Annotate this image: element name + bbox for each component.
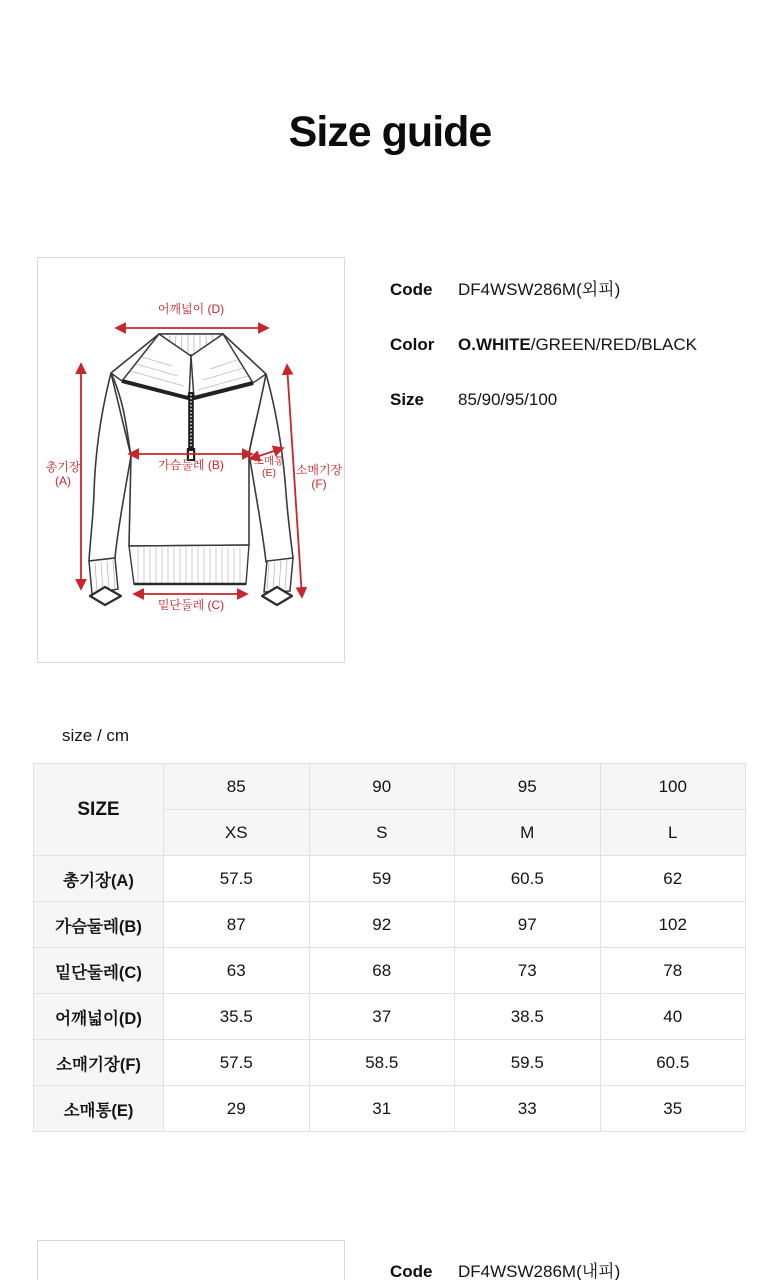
- cell-value: 35.5: [164, 994, 310, 1040]
- table-row-size-codes: [34, 764, 746, 810]
- row-label-sleeve-length: 소매기장(F): [34, 1040, 164, 1086]
- table-row-total-length: [34, 856, 746, 902]
- measure-label-chest: 가슴둘레 (B): [158, 458, 224, 472]
- size-corner-cell: SIZE: [34, 764, 164, 856]
- cell-value: 33: [455, 1086, 601, 1132]
- garment-diagram-inner: [37, 1240, 345, 1280]
- color-label: Color: [390, 335, 435, 354]
- cell-value: 97: [455, 902, 601, 948]
- size-letter-xs: XS: [164, 810, 310, 856]
- cell-value: 102: [600, 902, 746, 948]
- code-value-inner: DF4WSW286M(내피): [458, 1262, 621, 1280]
- measure-label-sleeve-length: 소매기장 (F): [295, 463, 343, 491]
- cell-value: 37: [309, 994, 455, 1040]
- row-label-chest: 가슴둘레(B): [34, 902, 164, 948]
- cell-value: 58.5: [309, 1040, 455, 1086]
- size-code-100: 100: [600, 764, 746, 810]
- cell-value: 57.5: [164, 1040, 310, 1086]
- size-code-95: 95: [455, 764, 601, 810]
- code-label: Code: [390, 280, 433, 299]
- size-letter-l: L: [600, 810, 746, 856]
- product-info-inner: [390, 1261, 620, 1280]
- cell-value: 62: [600, 856, 746, 902]
- table-row-chest: [34, 902, 746, 948]
- product-size-row: [390, 389, 697, 410]
- size-value: 85/90/95/100: [458, 390, 558, 409]
- cell-value: 73: [455, 948, 601, 994]
- measure-label-shoulder-width: 어깨넓이 (D): [157, 302, 225, 316]
- cell-value: 31: [309, 1086, 455, 1132]
- size-letter-m: M: [455, 810, 601, 856]
- size-unit-caption: size / cm: [62, 726, 130, 745]
- measure-label-total-length: 총기장 (A): [45, 460, 81, 488]
- cell-value: 92: [309, 902, 455, 948]
- color-value-rest: /GREEN/RED/BLACK: [530, 335, 697, 354]
- garment-diagram-outer: [37, 257, 345, 663]
- cell-value: 87: [164, 902, 310, 948]
- row-label-total-length: 총기장(A): [34, 856, 164, 902]
- table-row-sleeve-length: [34, 1040, 746, 1086]
- product-info-outer: [390, 279, 697, 410]
- cell-value: 59: [309, 856, 455, 902]
- code-label-inner: Code: [390, 1262, 433, 1280]
- table-row-hem: [34, 948, 746, 994]
- size-code-85: 85: [164, 764, 310, 810]
- cell-value: 40: [600, 994, 746, 1040]
- product-code-row-inner: [390, 1261, 620, 1280]
- measure-label-sleeve-opening: 소매통 (E): [253, 455, 285, 479]
- color-value-primary: O.WHITE: [458, 335, 531, 354]
- product-code-row: [390, 279, 697, 300]
- cell-value: 57.5: [164, 856, 310, 902]
- cell-value: 63: [164, 948, 310, 994]
- cell-value: 60.5: [600, 1040, 746, 1086]
- cell-value: 59.5: [455, 1040, 601, 1086]
- table-row-sleeve-opening: [34, 1086, 746, 1132]
- row-label-shoulder: 어깨넓이(D): [34, 994, 164, 1040]
- row-label-hem: 밑단둘레(C): [34, 948, 164, 994]
- page-title: Size guide: [288, 108, 492, 156]
- measure-label-hem: 밑단둘레 (C): [157, 598, 225, 612]
- cell-value: 29: [164, 1086, 310, 1132]
- size-label: Size: [390, 390, 425, 409]
- color-value: [458, 334, 697, 355]
- table-row-shoulder: [34, 994, 746, 1040]
- cell-value: 60.5: [455, 856, 601, 902]
- size-letter-s: S: [309, 810, 455, 856]
- cell-value: 35: [600, 1086, 746, 1132]
- size-code-90: 90: [309, 764, 455, 810]
- cell-value: 38.5: [455, 994, 601, 1040]
- cell-value: 68: [309, 948, 455, 994]
- code-value: DF4WSW286M(외피): [458, 280, 621, 299]
- size-chart-table: [33, 763, 746, 1132]
- cell-value: 78: [600, 948, 746, 994]
- row-label-sleeve-opening: 소매통(E): [34, 1086, 164, 1132]
- product-color-row: [390, 334, 697, 355]
